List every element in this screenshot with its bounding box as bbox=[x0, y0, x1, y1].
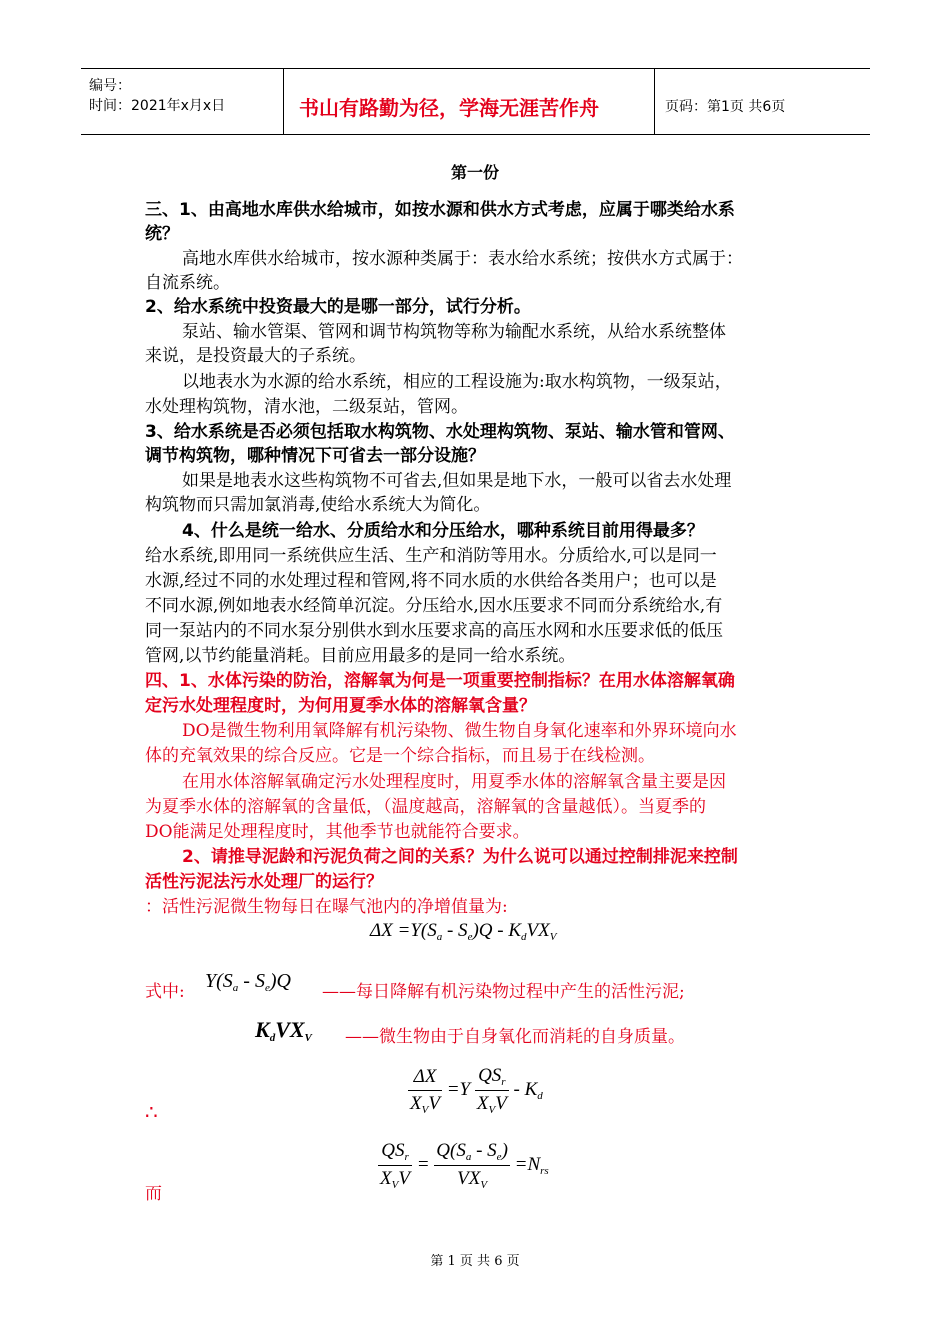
question-line: 三、1、由高地水库供水给城市，如按水源和供水方式考虑，应属于哪类给水系 bbox=[145, 200, 735, 220]
document-title: 第一份 bbox=[450, 163, 499, 182]
equation-net-growth: $\Delta X =Y(S_a - S_e)Q - K_dVX_V$ bbox=[370, 920, 557, 943]
answer-line: 如果是地表水这些构筑物不可省去,但如果是地下水，一般可以省去水处理 bbox=[182, 471, 732, 491]
answer-line: ——每日降解有机污染物过程中产生的活性污泥; bbox=[322, 982, 685, 1002]
answer-line: 以地表水为水源的给水系统，相应的工程设施为:取水构筑物，一级泵站， bbox=[182, 372, 732, 392]
header-divider bbox=[654, 69, 655, 134]
answer-line: 式中: bbox=[145, 982, 185, 1002]
equation-ratio: $\frac{\Delta X}{X_VV}$ =Y $\frac{QS_r}{X_VV}$ - $K_d$ bbox=[410, 1065, 543, 1116]
answer-line: 高地水库供水给城市，按水源种类属于：表水给水系统；按供水方式属于： bbox=[182, 249, 743, 269]
page-footer: 第 1 页 共 6 页 bbox=[430, 1254, 520, 1269]
answer-line: 自流系统。 bbox=[145, 273, 230, 293]
question-line: 活性污泥法污水处理厂的运行？ bbox=[145, 872, 383, 892]
header-divider bbox=[283, 69, 284, 134]
answer-line: 在用水体溶解氧确定污水处理程度时，用夏季水体的溶解氧含量主要是因 bbox=[182, 772, 726, 792]
answer-line: ：活性污泥微生物每日在曝气池内的净增值量为: bbox=[145, 897, 508, 917]
question-line: 四、1、水体污染的防治，溶解氧为何是一项重要控制指标？在用水体溶解氧确 bbox=[145, 671, 735, 691]
question-line: 2、给水系统中投资最大的是哪一部分，试行分析。 bbox=[145, 297, 531, 317]
header-page-label: 页码：第1页 共6页 bbox=[665, 99, 786, 115]
header-motto: 书山有路勤为径，学海无涯苦作舟 bbox=[299, 96, 599, 120]
header-number-label: 编号： bbox=[89, 78, 131, 94]
answer-line: 管网,以节约能量消耗。目前应用最多的是同一给水系统。 bbox=[145, 646, 576, 666]
question-line: 2、请推导泥龄和污泥负荷之间的关系？为什么说可以通过控制排泥来控制 bbox=[182, 847, 738, 867]
answer-line: 体的充氧效果的综合反应。它是一个综合指标，而且易于在线检测。 bbox=[145, 746, 655, 766]
answer-line: 而 bbox=[145, 1184, 162, 1204]
question-line: 4、什么是统一给水、分质给水和分压给水，哪种系统目前用得最多？ bbox=[182, 521, 704, 541]
answer-line: 水源,经过不同的水处理过程和管网,将不同水质的水供给各类用户；也可以是 bbox=[145, 571, 717, 591]
equation-sludge-load: $\frac{QS_r}{X_VV}$ = $\frac{Q(S_a - S_e)}{VX_V}$ $=N_{rs}$ bbox=[380, 1140, 549, 1191]
question-line: 定污水处理程度时，为何用夏季水体的溶解氧含量？ bbox=[145, 696, 536, 716]
question-line: 调节构筑物，哪种情况下可省去一部分设施？ bbox=[145, 446, 485, 466]
answer-line: DO能满足处理程度时，其他季节也就能符合要求。 bbox=[145, 822, 530, 842]
answer-line: 水处理构筑物，清水池，二级泵站，管网。 bbox=[145, 397, 468, 417]
answer-line: DO是微生物利用氧降解有机污染物、微生物自身氧化速率和外界环境向水 bbox=[182, 721, 737, 741]
answer-line: 同一泵站内的不同水泵分别供水到水压要求高的高压水网和水压要求低的低压 bbox=[145, 621, 723, 641]
answer-line: 来说，是投资最大的子系统。 bbox=[145, 346, 366, 366]
answer-line: ——微生物由于自身氧化而消耗的自身质量。 bbox=[345, 1027, 685, 1047]
answer-line: 为夏季水体的溶解氧的含量低，（温度越高，溶解氧的含量越低）。当夏季的 bbox=[145, 797, 706, 817]
question-line: 3、给水系统是否必须包括取水构筑物、水处理构筑物、泵站、输水管和管网、 bbox=[145, 422, 735, 442]
question-line: 统？ bbox=[145, 224, 179, 244]
header-table bbox=[81, 68, 870, 135]
therefore-symbol: ∴ bbox=[145, 1100, 158, 1124]
header-time-label: 时间：2021年x月x日 bbox=[89, 98, 226, 114]
answer-line: 不同水源,例如地表水经简单沉淀。分压给水,因水压要求不同而分系统给水,有 bbox=[145, 596, 723, 616]
equation-term-decay: $K_dVX_V$ bbox=[255, 1017, 312, 1044]
answer-line: 构筑物而只需加氯消毒,使给水系统大为简化。 bbox=[145, 495, 491, 515]
equation-term-sludge: $Y(S_a - S_e)Q$ bbox=[205, 970, 291, 994]
answer-line: 给水系统,即用同一系统供应生活、生产和消防等用水。分质给水,可以是同一 bbox=[145, 546, 717, 566]
answer-line: 泵站、输水管渠、管网和调节构筑物等称为输配水系统，从给水系统整体 bbox=[182, 322, 726, 342]
